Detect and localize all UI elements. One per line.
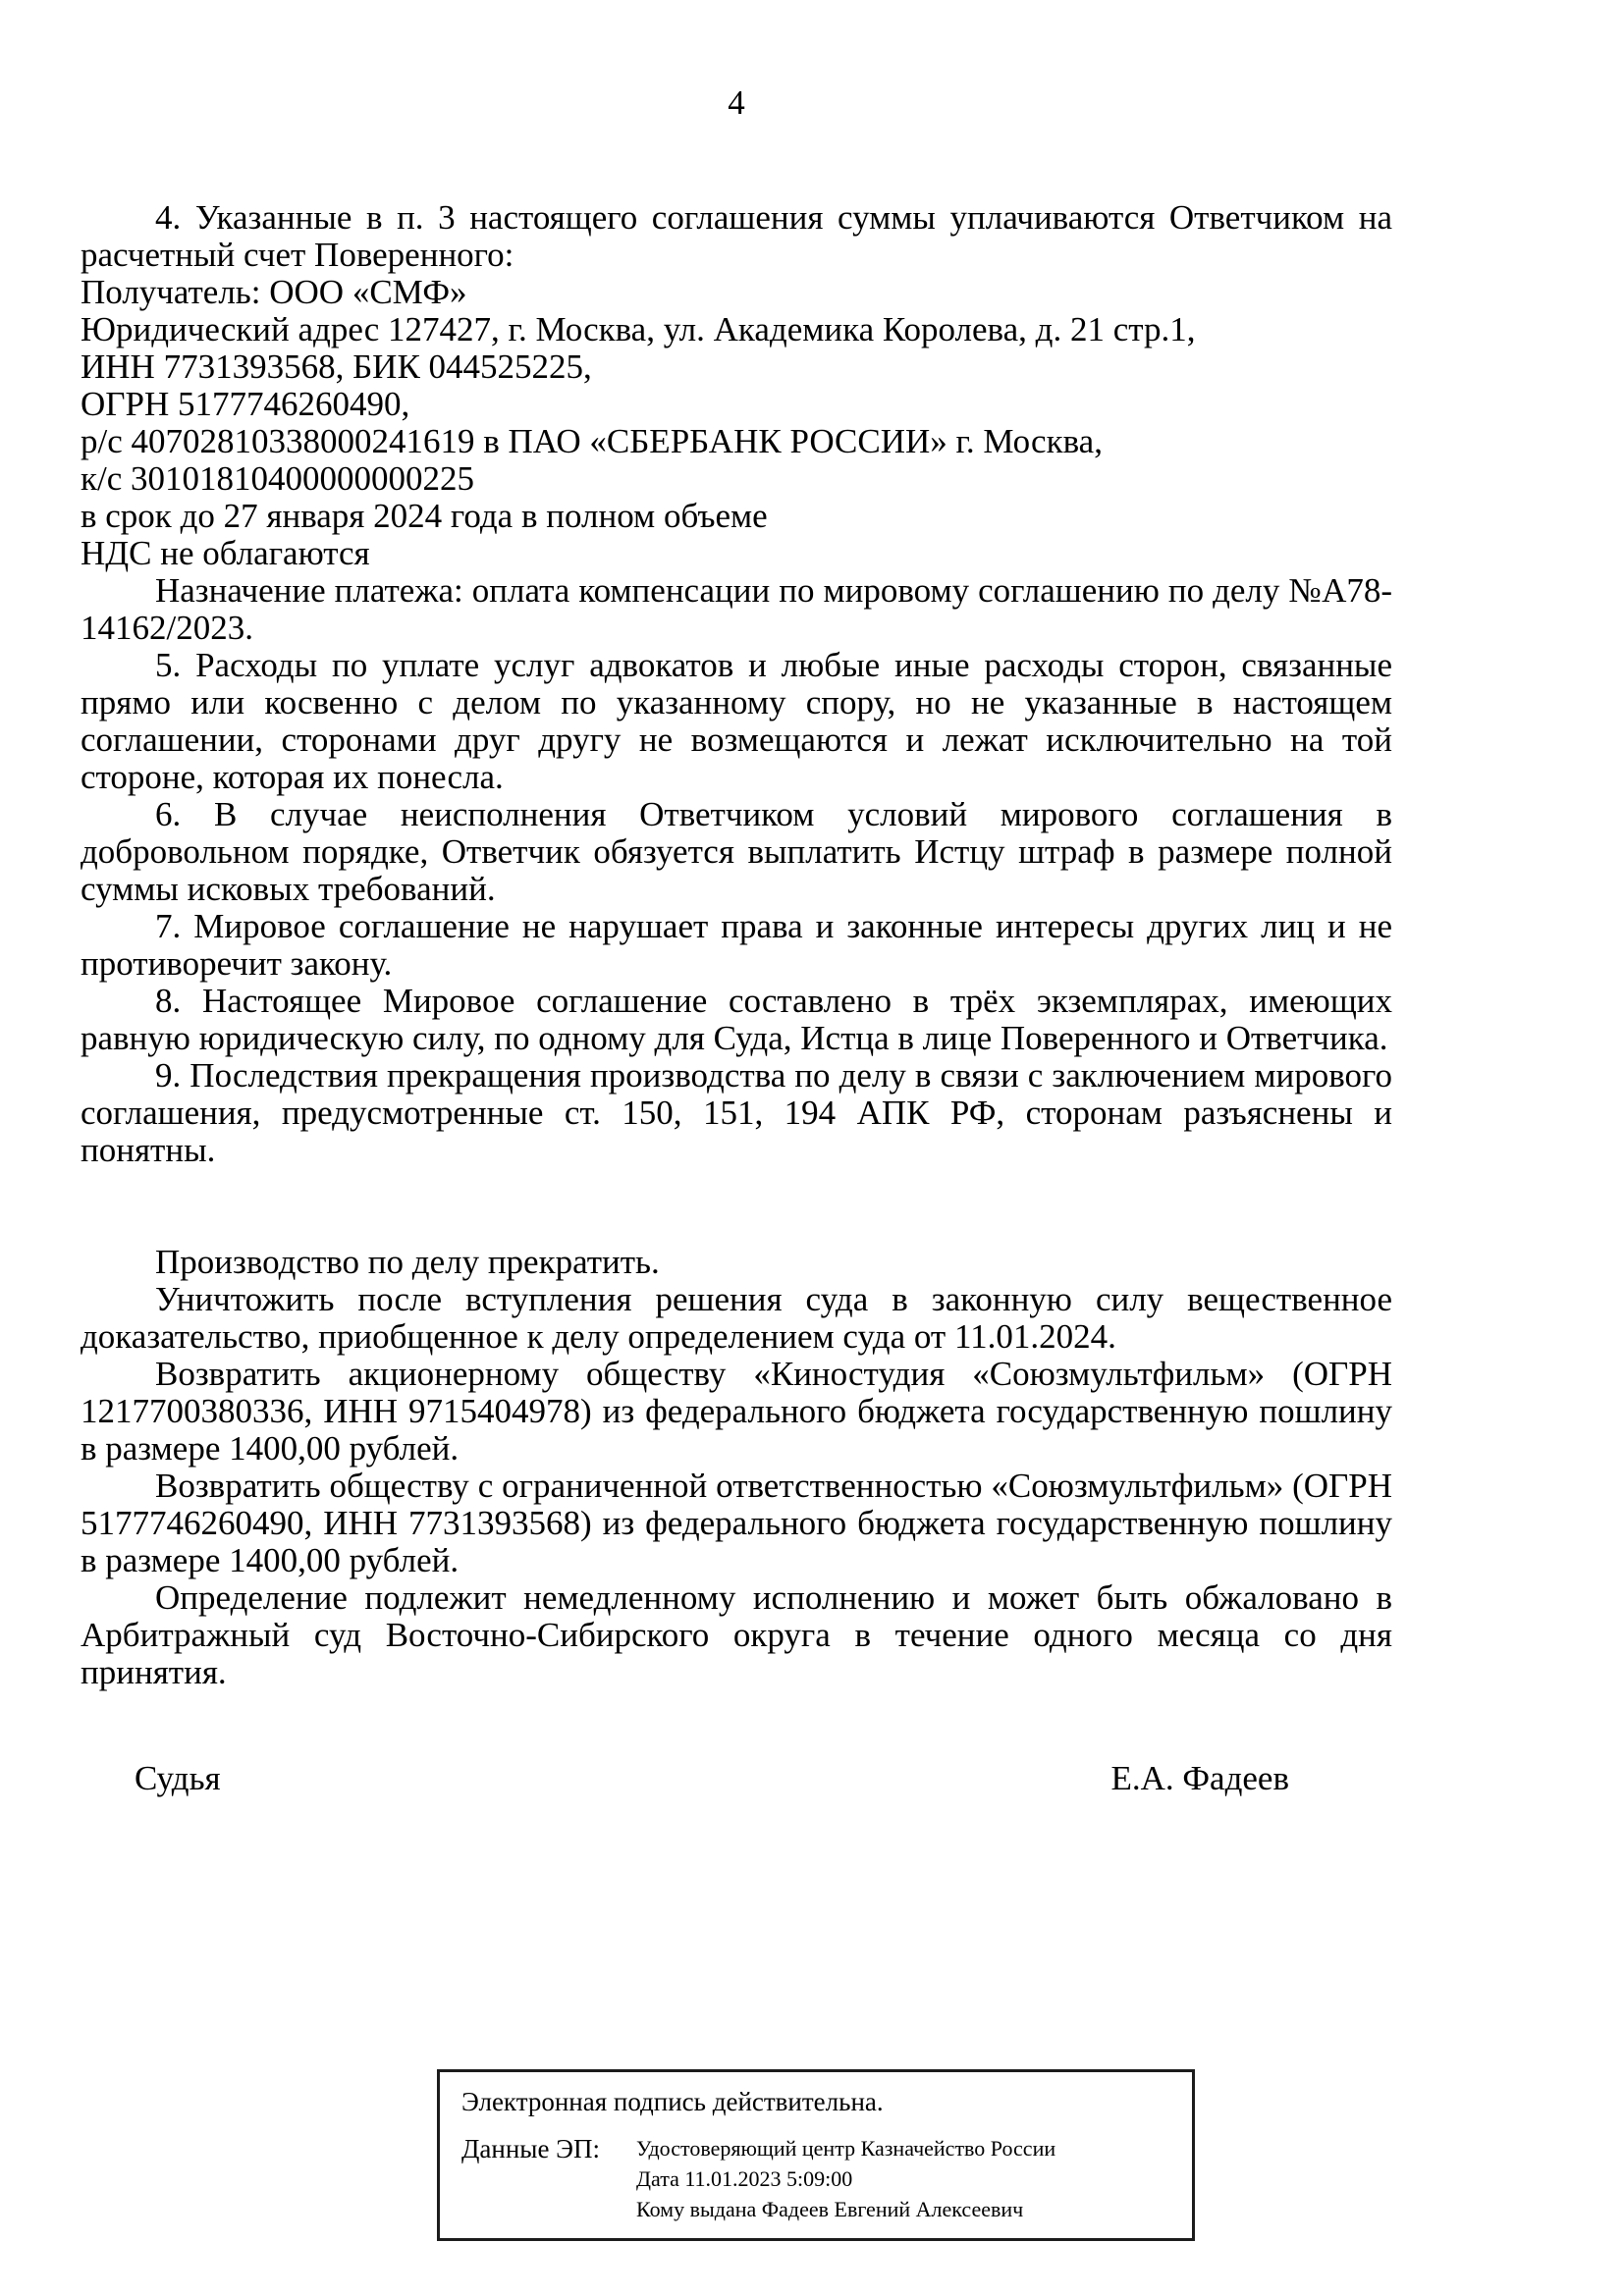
document-body <box>81 199 1392 1797</box>
payment-line-recipient: Получатель: ООО «СМФ» <box>81 273 467 311</box>
esign-detail-certifying-center: Удостоверяющий центр Казначейство России <box>636 2136 1056 2161</box>
esign-data-row <box>461 2133 1172 2224</box>
paragraph-9-consequences: 9. Последствия прекращения производства по делу в связи с заключением мирового соглашения, предусмотренные ст. 150, 151, 194 АПК РФ, сторонам разъяснены и понятны. <box>81 1056 1392 1169</box>
signature-role: Судья <box>135 1759 221 1797</box>
payment-line-settlement-account: р/с 40702810338000241619 в ПАО «СБЕРБАНК РОССИИ» г. Москва, <box>81 422 1103 460</box>
operative-terminate-proceedings: Производство по делу прекратить. <box>155 1243 660 1281</box>
payment-line-ogrn: ОГРН 5177746260490, <box>81 385 410 423</box>
paragraph-5-legal-costs: 5. Расходы по уплате услуг адвокатов и любые иные расходы сторон, связанные прямо или косвенно с делом по указанному спору, но не указанные в настоящем соглашении, сторонами друг другу не возмещаются и лежат исключительно на той стороне, которая их понесла. <box>81 646 1392 796</box>
esign-status-line: Электронная подпись действительна. <box>461 2087 884 2116</box>
signature-name: Е.А. Фадеев <box>1110 1759 1289 1797</box>
esign-data-label: Данные ЭП: <box>461 2134 600 2163</box>
esign-stamp-box <box>437 2069 1195 2241</box>
payment-line-inn-bik: ИНН 7731393568, БИК 044525225, <box>81 347 592 386</box>
operative-appeal-terms: Определение подлежит немедленному исполнению и может быть обжаловано в Арбитражный суд Восточно-Сибирского округа в течение одного месяца со дня принятия. <box>81 1578 1392 1691</box>
operative-destroy-evidence: Уничтожить после вступления решения суда в законную силу вещественное доказательство, приобщенное к делу определением суда от 11.01.2024. <box>81 1280 1392 1356</box>
payment-line-corr-account: к/с 30101810400000000225 <box>81 459 475 498</box>
page-number: 4 <box>728 83 745 122</box>
paragraph-6-penalty: 6. В случае неисполнения Ответчиком условий мирового соглашения в добровольном порядке, Ответчик обязуется выплатить Истцу штраф в размере полной суммы исковых требований. <box>81 795 1392 908</box>
paragraph-4-settlement-sums: 4. Указанные в п. 3 настоящего соглашения суммы уплачиваются Ответчиком на расчетный счет Поверенного: <box>81 198 1392 274</box>
paragraph-payment-purpose: Назначение платежа: оплата компенсации по мировому соглашению по делу №А78-14162/2023. <box>81 571 1392 647</box>
paragraph-8-copies: 8. Настоящее Мировое соглашение составлено в трёх экземплярах, имеющих равную юридическую силу, по одному для Суда, Истца в лице Поверенного и Ответчика. <box>81 982 1392 1057</box>
payment-line-deadline: в срок до 27 января 2024 года в полном объеме <box>81 497 768 535</box>
payment-line-legal-address: Юридический адрес 127427, г. Москва, ул. Академика Королева, д. 21 стр.1, <box>81 310 1196 348</box>
operative-refund-llc: Возвратить обществу с ограниченной ответственностью «Союзмультфильм» (ОГРН 5177746260490, ИНН 7731393568) из федерального бюджета государственную пошлину в размере 1400,00 рублей. <box>81 1467 1392 1579</box>
operative-refund-jsc: Возвратить акционерному обществу «Киностудия «Союзмультфильм» (ОГРН 1217700380336, ИНН 9715404978) из федерального бюджета государственную пошлину в размере 1400,00 рублей. <box>81 1355 1392 1468</box>
payment-line-vat: НДС не облагаются <box>81 534 370 572</box>
esign-detail-issued-to: Кому выдана Фадеев Евгений Алексеевич <box>636 2197 1024 2221</box>
esign-details <box>636 2133 1055 2224</box>
paragraph-7-third-parties: 7. Мировое соглашение не нарушает права и законные интересы других лиц и не противоречит закону. <box>81 907 1392 983</box>
signature-row <box>81 1760 1392 1797</box>
esign-detail-date: Дата 11.01.2023 5:09:00 <box>636 2166 853 2191</box>
